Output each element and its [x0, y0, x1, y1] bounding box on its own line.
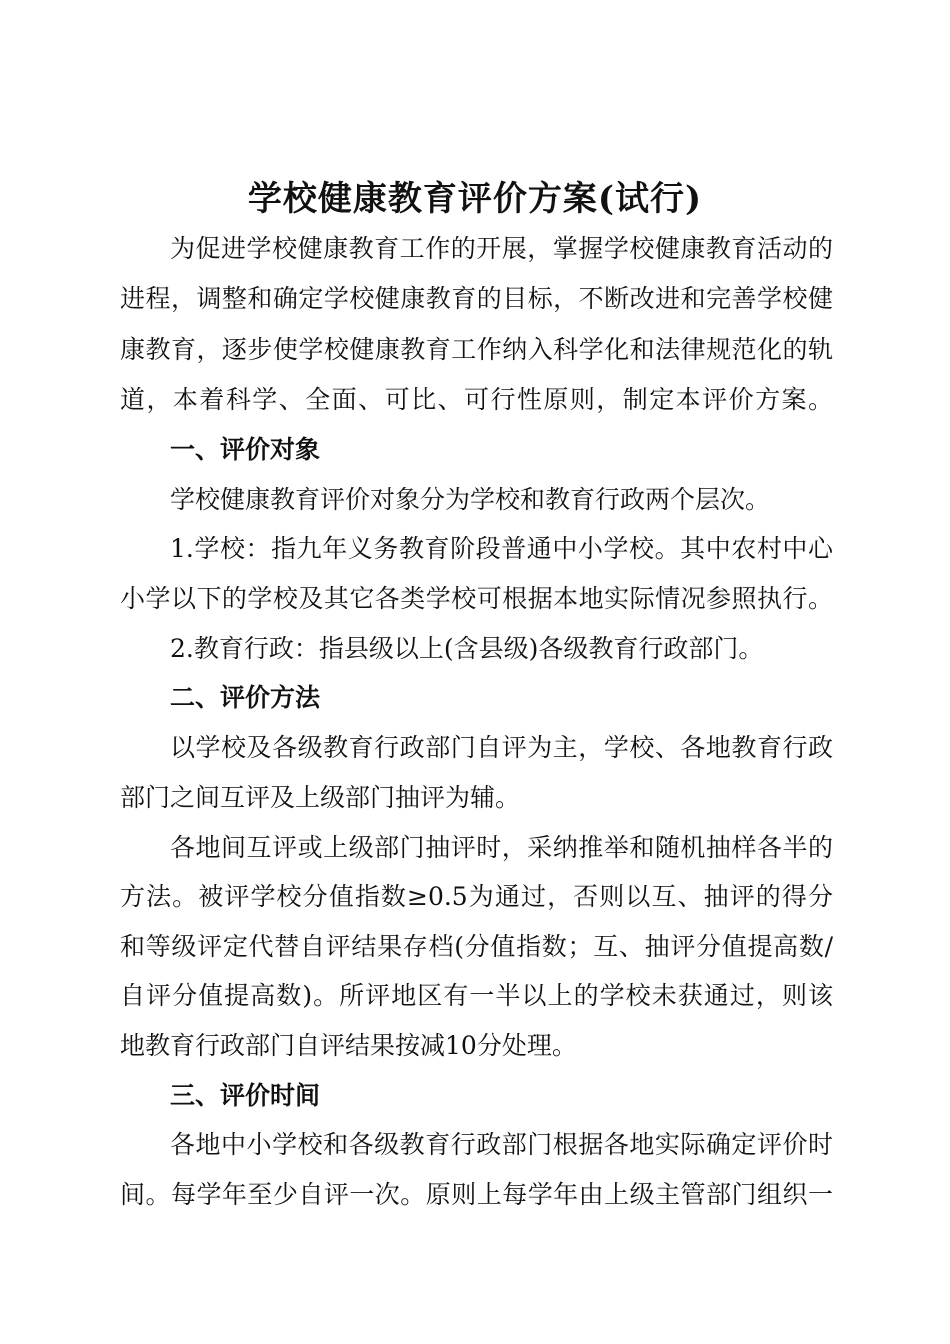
section-2-p2-line-2: 方法。被评学校分值指数≥0.5为通过，否则以互、抽评的得分 [120, 882, 833, 911]
section-2-p2-line-5: 地教育行政部门自评结果按减10分处理。 [120, 1031, 577, 1060]
section-2-p2-line-3: 和等级评定代替自评结果存档(分值指数；互、抽评分值提高数/ [120, 932, 833, 961]
section-3-p1-line-2: 间。每学年至少自评一次。原则上每学年由上级主管部门组织一 [120, 1180, 833, 1209]
intro-line-2: 进程，调整和确定学校健康教育的目标，不断改进和完善学校健 [120, 284, 833, 313]
intro-line-1: 为促进学校健康教育工作的开展，掌握学校健康教育活动的 [170, 234, 833, 263]
section-3-p1-line-1: 各地中小学校和各级教育行政部门根据各地实际确定评价时 [170, 1130, 833, 1159]
section-2-heading: 二、评价方法 [170, 683, 321, 712]
section-1-item-2: 2.教育行政：指县级以上(含县级)各级教育行政部门。 [170, 634, 764, 663]
section-2-p2-line-4: 自评分值提高数)。所评地区有一半以上的学校未获通过，则该 [120, 981, 833, 1010]
section-2-p2-line-1: 各地间互评或上级部门抽评时，采纳推举和随机抽样各半的 [170, 833, 833, 862]
section-3-heading: 三、评价时间 [170, 1081, 321, 1110]
section-1-heading: 一、评价对象 [170, 435, 321, 464]
section-1-item-1-line-2: 小学以下的学校及其它各类学校可根据本地实际情况参照执行。 [120, 584, 833, 613]
section-2-p1-line-1: 以学校及各级教育行政部门自评为主，学校、各地教育行政 [170, 733, 833, 762]
section-1-item-1-line-1: 1.学校：指九年义务教育阶段普通中小学校。其中农村中心 [170, 534, 833, 563]
section-2-p1-line-2: 部门之间互评及上级部门抽评为辅。 [120, 783, 521, 812]
section-1-paragraph: 学校健康教育评价对象分为学校和教育行政两个层次。 [170, 485, 771, 514]
intro-line-3: 康教育，逐步使学校健康教育工作纳入科学化和法律规范化的轨 [120, 335, 833, 364]
document-title: 学校健康教育评价方案(试行) [247, 179, 703, 219]
intro-line-4: 道，本着科学、全面、可比、可行性原则，制定本评价方案。 [120, 385, 833, 414]
